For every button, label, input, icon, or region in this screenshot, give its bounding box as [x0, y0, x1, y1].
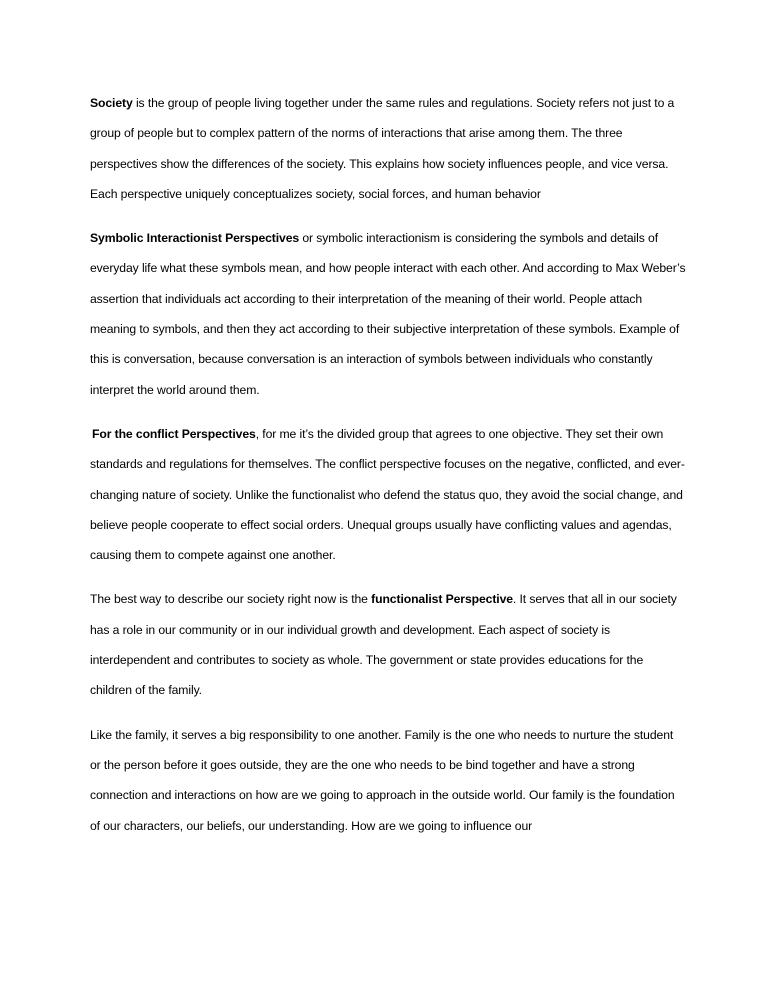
term-symbolic-interactionist: Symbolic Interactionist Perspectives	[90, 231, 300, 246]
paragraph-society	[90, 88, 686, 209]
term-conflict-perspective: For the conflict Perspectives	[92, 426, 256, 441]
term-society: Society	[90, 96, 133, 110]
paragraph-text: . It serves that all in our society has a role in our community or in our individual growth and development. Each aspect of society is interdependent and contributes to society as whole. The government or state provides educations for the children of the family.	[90, 592, 677, 698]
paragraph-text: or symbolic interactionism is considering the symbols and details of everyday life what these symbols mean, and how people interact with each other. And according to Max Weber’s assertion that individuals act according to their interpretation of the meaning of their world. People attach meaning to symbols, and then they act according to their subjective interpretation of these symbols. Example of this is conversation, because conversation is an interaction of symbols between individuals who constantly interpret the world around them.	[90, 231, 686, 397]
paragraph-text: Like the family, it serves a big responsibility to one another. Family is the one who needs to nurture the student or the person before it goes outside, they are the one who needs to be bind together and have a strong connection and interactions on how are we going to approach in the outside world. Our family is the foundation of our characters, our beliefs, our understanding. How are we going to influence our	[90, 727, 675, 833]
document-body	[90, 88, 686, 855]
paragraph-conflict	[90, 419, 686, 570]
paragraph-text: is the group of people living together under the same rules and regulations. Society refers not just to a group of people but to complex pattern of the norms of interactions that arise among them. The three perspectives show the differences of the society. This explains how society influences people, and vice versa. Each perspective uniquely conceptualizes society, social forces, and human behavior	[90, 96, 675, 201]
paragraph-functionalist	[90, 584, 686, 705]
paragraph-text-before: The best way to describe our society right now is the	[90, 592, 372, 607]
paragraph-family	[90, 720, 686, 841]
paragraph-symbolic-interactionist	[90, 223, 686, 405]
term-functionalist-perspective: functionalist Perspective	[371, 592, 513, 607]
paragraph-text: , for me it’s the divided group that agrees to one objective. They set their own standards and regulations for themselves. The conflict perspective focuses on the negative, conflicted, and ever-changing nature of society. Unlike the functionalist who defend the status quo, they avoid the social change, and believe people cooperate to effect social orders. Unequal groups usually have conflicting values and agendas, causing them to compete against one another.	[90, 426, 685, 563]
